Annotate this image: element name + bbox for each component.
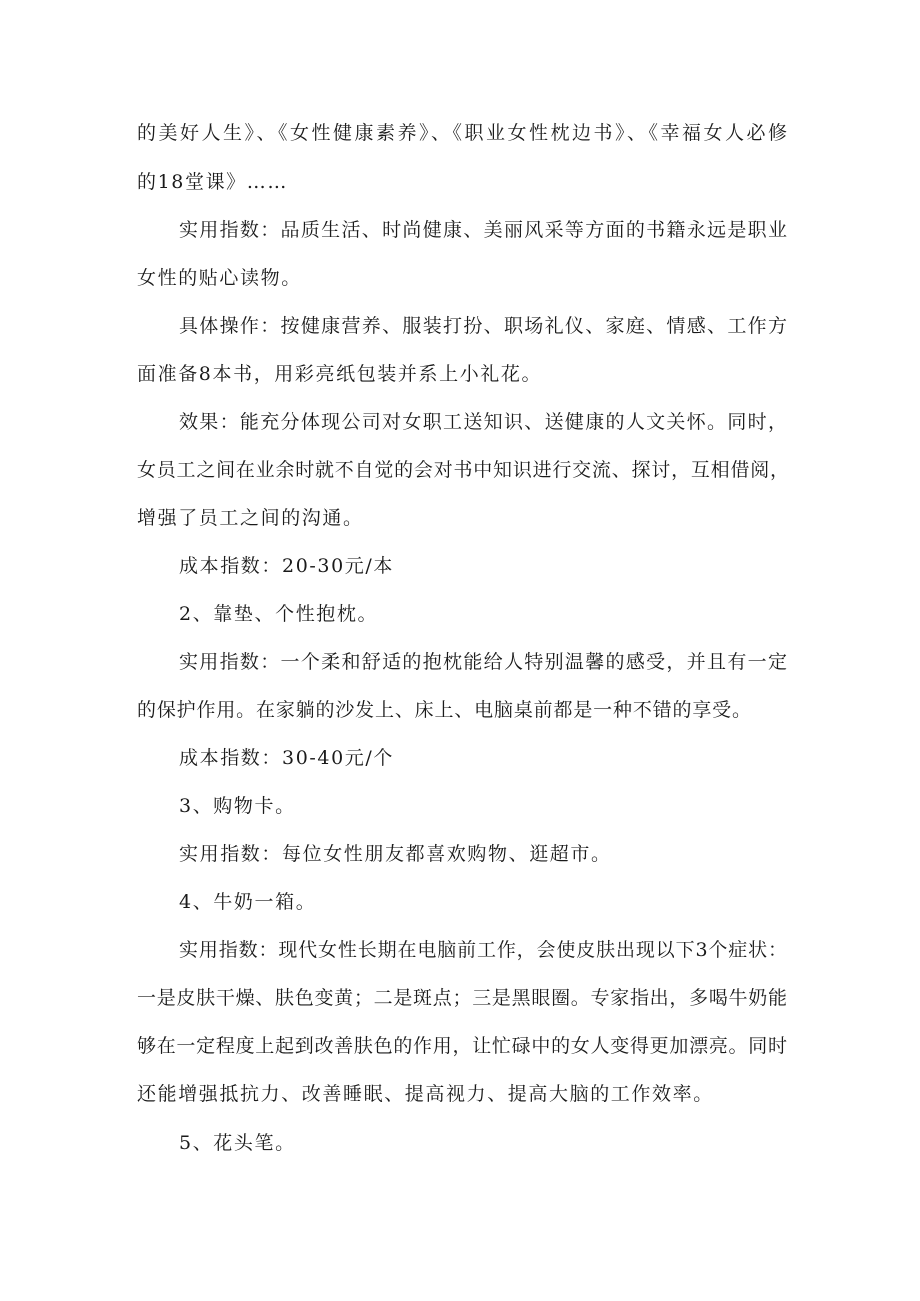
text-line: 成本指数：20-30元/本 (179, 555, 394, 577)
text-line: 2、靠垫、个性抱枕。 (179, 603, 379, 625)
text-line: 增强了员工之间的沟通。 (137, 507, 364, 529)
text-line: 的美好人生》、《女性健康素养》、《职业女性枕边书》、《幸福女人必修 (137, 122, 787, 144)
text-line: 3、购物卡。 (179, 795, 296, 817)
text-line: 4、牛奶一箱。 (179, 891, 317, 913)
text-line: 一是皮肤干燥、肤色变黄；二是斑点；三是黑眼圈。专家指出，多喝牛奶能 (137, 987, 787, 1009)
text-line: 女性的贴心读物。 (137, 267, 302, 289)
text-line: 成本指数：30-40元/个 (179, 747, 394, 769)
text-line: 女员工之间在业余时就不自觉的会对书中知识进行交流、探讨，互相借阅， (137, 459, 789, 481)
text-line: 具体操作：按健康营养、服装打扮、职场礼仪、家庭、情感、工作方 (179, 315, 787, 337)
text-line: 实用指数：品质生活、时尚健康、美丽风采等方面的书籍永远是职业 (179, 219, 787, 241)
text-line: 的18堂课》…… (137, 171, 288, 193)
text-line: 5、花头笔。 (179, 1132, 296, 1154)
text-line: 还能增强抵抗力、改善睡眠、提高视力、提高大脑的工作效率。 (137, 1083, 714, 1105)
text-line: 实用指数：每位女性朋友都喜欢购物、逛超市。 (179, 843, 612, 865)
text-line: 实用指数：现代女性长期在电脑前工作，会使皮肤出现以下3个症状： (179, 939, 787, 961)
text-line: 效果：能充分体现公司对女职工送知识、送健康的人文关怀。同时， (179, 411, 787, 433)
text-line: 面准备8本书，用彩亮纸包装并系上小礼花。 (137, 363, 543, 385)
text-line: 实用指数：一个柔和舒适的抱枕能给人特别温馨的感受，并且有一定 (179, 651, 787, 673)
text-line: 的保护作用。在家躺的沙发上、床上、电脑桌前都是一种不错的享受。 (137, 699, 751, 721)
text-line: 够在一定程度上起到改善肤色的作用，让忙碌中的女人变得更加漂亮。同时 (137, 1035, 787, 1057)
